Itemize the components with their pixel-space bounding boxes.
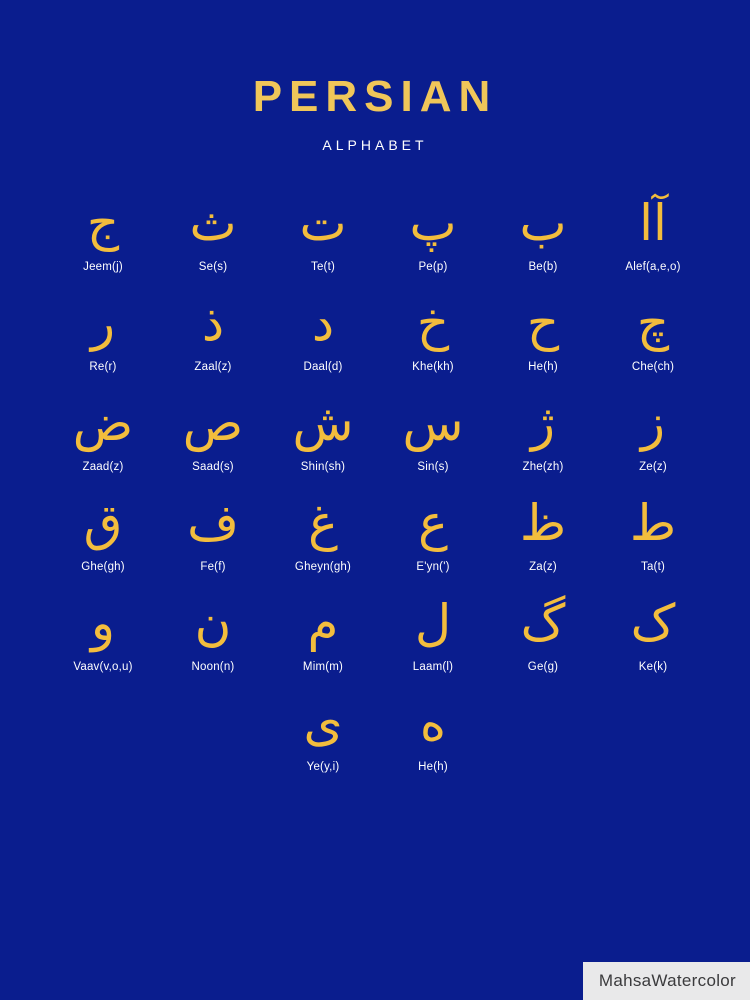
letter-glyph: خ (416, 294, 450, 352)
letter-label: Jeem(j) (83, 261, 123, 273)
letter-glyph: ق (83, 494, 123, 552)
alphabet-cell (378, 385, 488, 485)
alphabet-cell (488, 285, 598, 385)
alphabet-grid (48, 185, 708, 785)
letter-glyph: ف (187, 494, 239, 552)
alphabet-cell (268, 485, 378, 585)
alphabet-cell (378, 585, 488, 685)
alphabet-cell (378, 685, 488, 785)
alphabet-cell (488, 585, 598, 685)
letter-glyph: ص (182, 394, 244, 452)
letter-label: Noon(n) (191, 661, 235, 673)
letter-label: Pe(p) (418, 261, 448, 273)
letter-glyph: ع (418, 494, 448, 552)
letter-glyph: ج (86, 194, 120, 252)
alphabet-cell (48, 285, 158, 385)
letter-label: Fe(f) (200, 561, 226, 573)
letter-glyph: ژ (530, 394, 556, 452)
letter-glyph: ط (629, 494, 677, 552)
alphabet-cell (488, 385, 598, 485)
alphabet-cell (48, 485, 158, 585)
alphabet-cell (158, 585, 268, 685)
watermark-badge: MahsaWatercolor (583, 962, 750, 1000)
alphabet-cell (268, 685, 378, 785)
letter-label: Za(z) (529, 561, 557, 573)
letter-glyph: ک (630, 594, 676, 652)
alphabet-cell (488, 185, 598, 285)
letter-label: Zhe(zh) (522, 461, 564, 473)
letter-label: Te(t) (311, 261, 335, 273)
letter-label: Saad(s) (192, 461, 234, 473)
letter-label: E'yn(') (416, 561, 450, 573)
letter-glyph: ث (189, 194, 237, 252)
letter-glyph: ر (90, 294, 116, 352)
letter-label: Alef(a,e,o) (625, 261, 681, 273)
letter-label: Ke(k) (638, 661, 668, 673)
alphabet-cell (598, 485, 708, 585)
letter-glyph: ض (72, 394, 134, 452)
alphabet-cell (158, 185, 268, 285)
letter-label: Ye(y,i) (306, 761, 340, 773)
letter-glyph: ت (299, 194, 347, 252)
letter-label: Ta(t) (641, 561, 665, 573)
letter-label: Se(s) (198, 261, 228, 273)
letter-label: Re(r) (89, 361, 117, 373)
letter-glyph: ز (640, 394, 666, 452)
letter-glyph: ظ (519, 494, 567, 552)
letter-label: He(h) (528, 361, 558, 373)
letter-label: Zaal(z) (194, 361, 232, 373)
letter-label: Daal(d) (303, 361, 343, 373)
letter-glyph: غ (308, 494, 338, 552)
alphabet-cell (158, 285, 268, 385)
alphabet-cell (488, 485, 598, 585)
alphabet-cell (268, 285, 378, 385)
letter-glyph: ذ (201, 294, 225, 352)
alphabet-cell (48, 185, 158, 285)
letter-glyph: گ (520, 594, 566, 652)
letter-glyph: ح (526, 294, 560, 352)
alphabet-cell (158, 485, 268, 585)
letter-label: Ge(g) (527, 661, 559, 673)
letter-label: Be(b) (528, 261, 558, 273)
letter-glyph: و (90, 594, 116, 652)
letter-label: Laam(l) (412, 661, 454, 673)
letter-glyph: م (307, 594, 339, 652)
letter-glyph: ن (194, 594, 232, 652)
letter-label: Khe(kh) (412, 361, 454, 373)
letter-glyph: ه (419, 694, 447, 752)
alphabet-cell (268, 185, 378, 285)
letter-label: He(h) (418, 761, 448, 773)
letter-glyph: ی (303, 694, 343, 752)
page-subtitle: ALPHABET (322, 137, 428, 153)
alphabet-cell (158, 385, 268, 485)
letter-label: Vaav(v,o,u) (73, 661, 133, 673)
letter-label: Mim(m) (302, 661, 344, 673)
letter-label: Ghe(gh) (81, 561, 125, 573)
alphabet-cell (378, 285, 488, 385)
letter-label: Ze(z) (639, 461, 667, 473)
alphabet-cell (598, 585, 708, 685)
letter-glyph: ب (519, 194, 567, 252)
alphabet-cell (598, 285, 708, 385)
alphabet-cell (378, 485, 488, 585)
letter-label: Zaad(z) (82, 461, 124, 473)
alphabet-cell (48, 385, 158, 485)
letter-glyph: آا (639, 194, 667, 252)
alphabet-cell (598, 185, 708, 285)
letter-glyph: ل (414, 594, 452, 652)
letter-label: Che(ch) (631, 361, 675, 373)
page-title: PERSIAN (252, 72, 498, 121)
letter-label: Gheyn(gh) (294, 561, 352, 573)
letter-label: Shin(sh) (300, 461, 346, 473)
letter-glyph: د (311, 294, 335, 352)
alphabet-cell (378, 185, 488, 285)
alphabet-cell (268, 385, 378, 485)
alphabet-cell (268, 585, 378, 685)
letter-glyph: پ (409, 194, 457, 252)
alphabet-cell (48, 585, 158, 685)
letter-glyph: چ (636, 294, 670, 352)
alphabet-cell (598, 385, 708, 485)
letter-glyph: س (402, 394, 464, 452)
letter-label: Sin(s) (417, 461, 449, 473)
letter-glyph: ش (292, 394, 354, 452)
